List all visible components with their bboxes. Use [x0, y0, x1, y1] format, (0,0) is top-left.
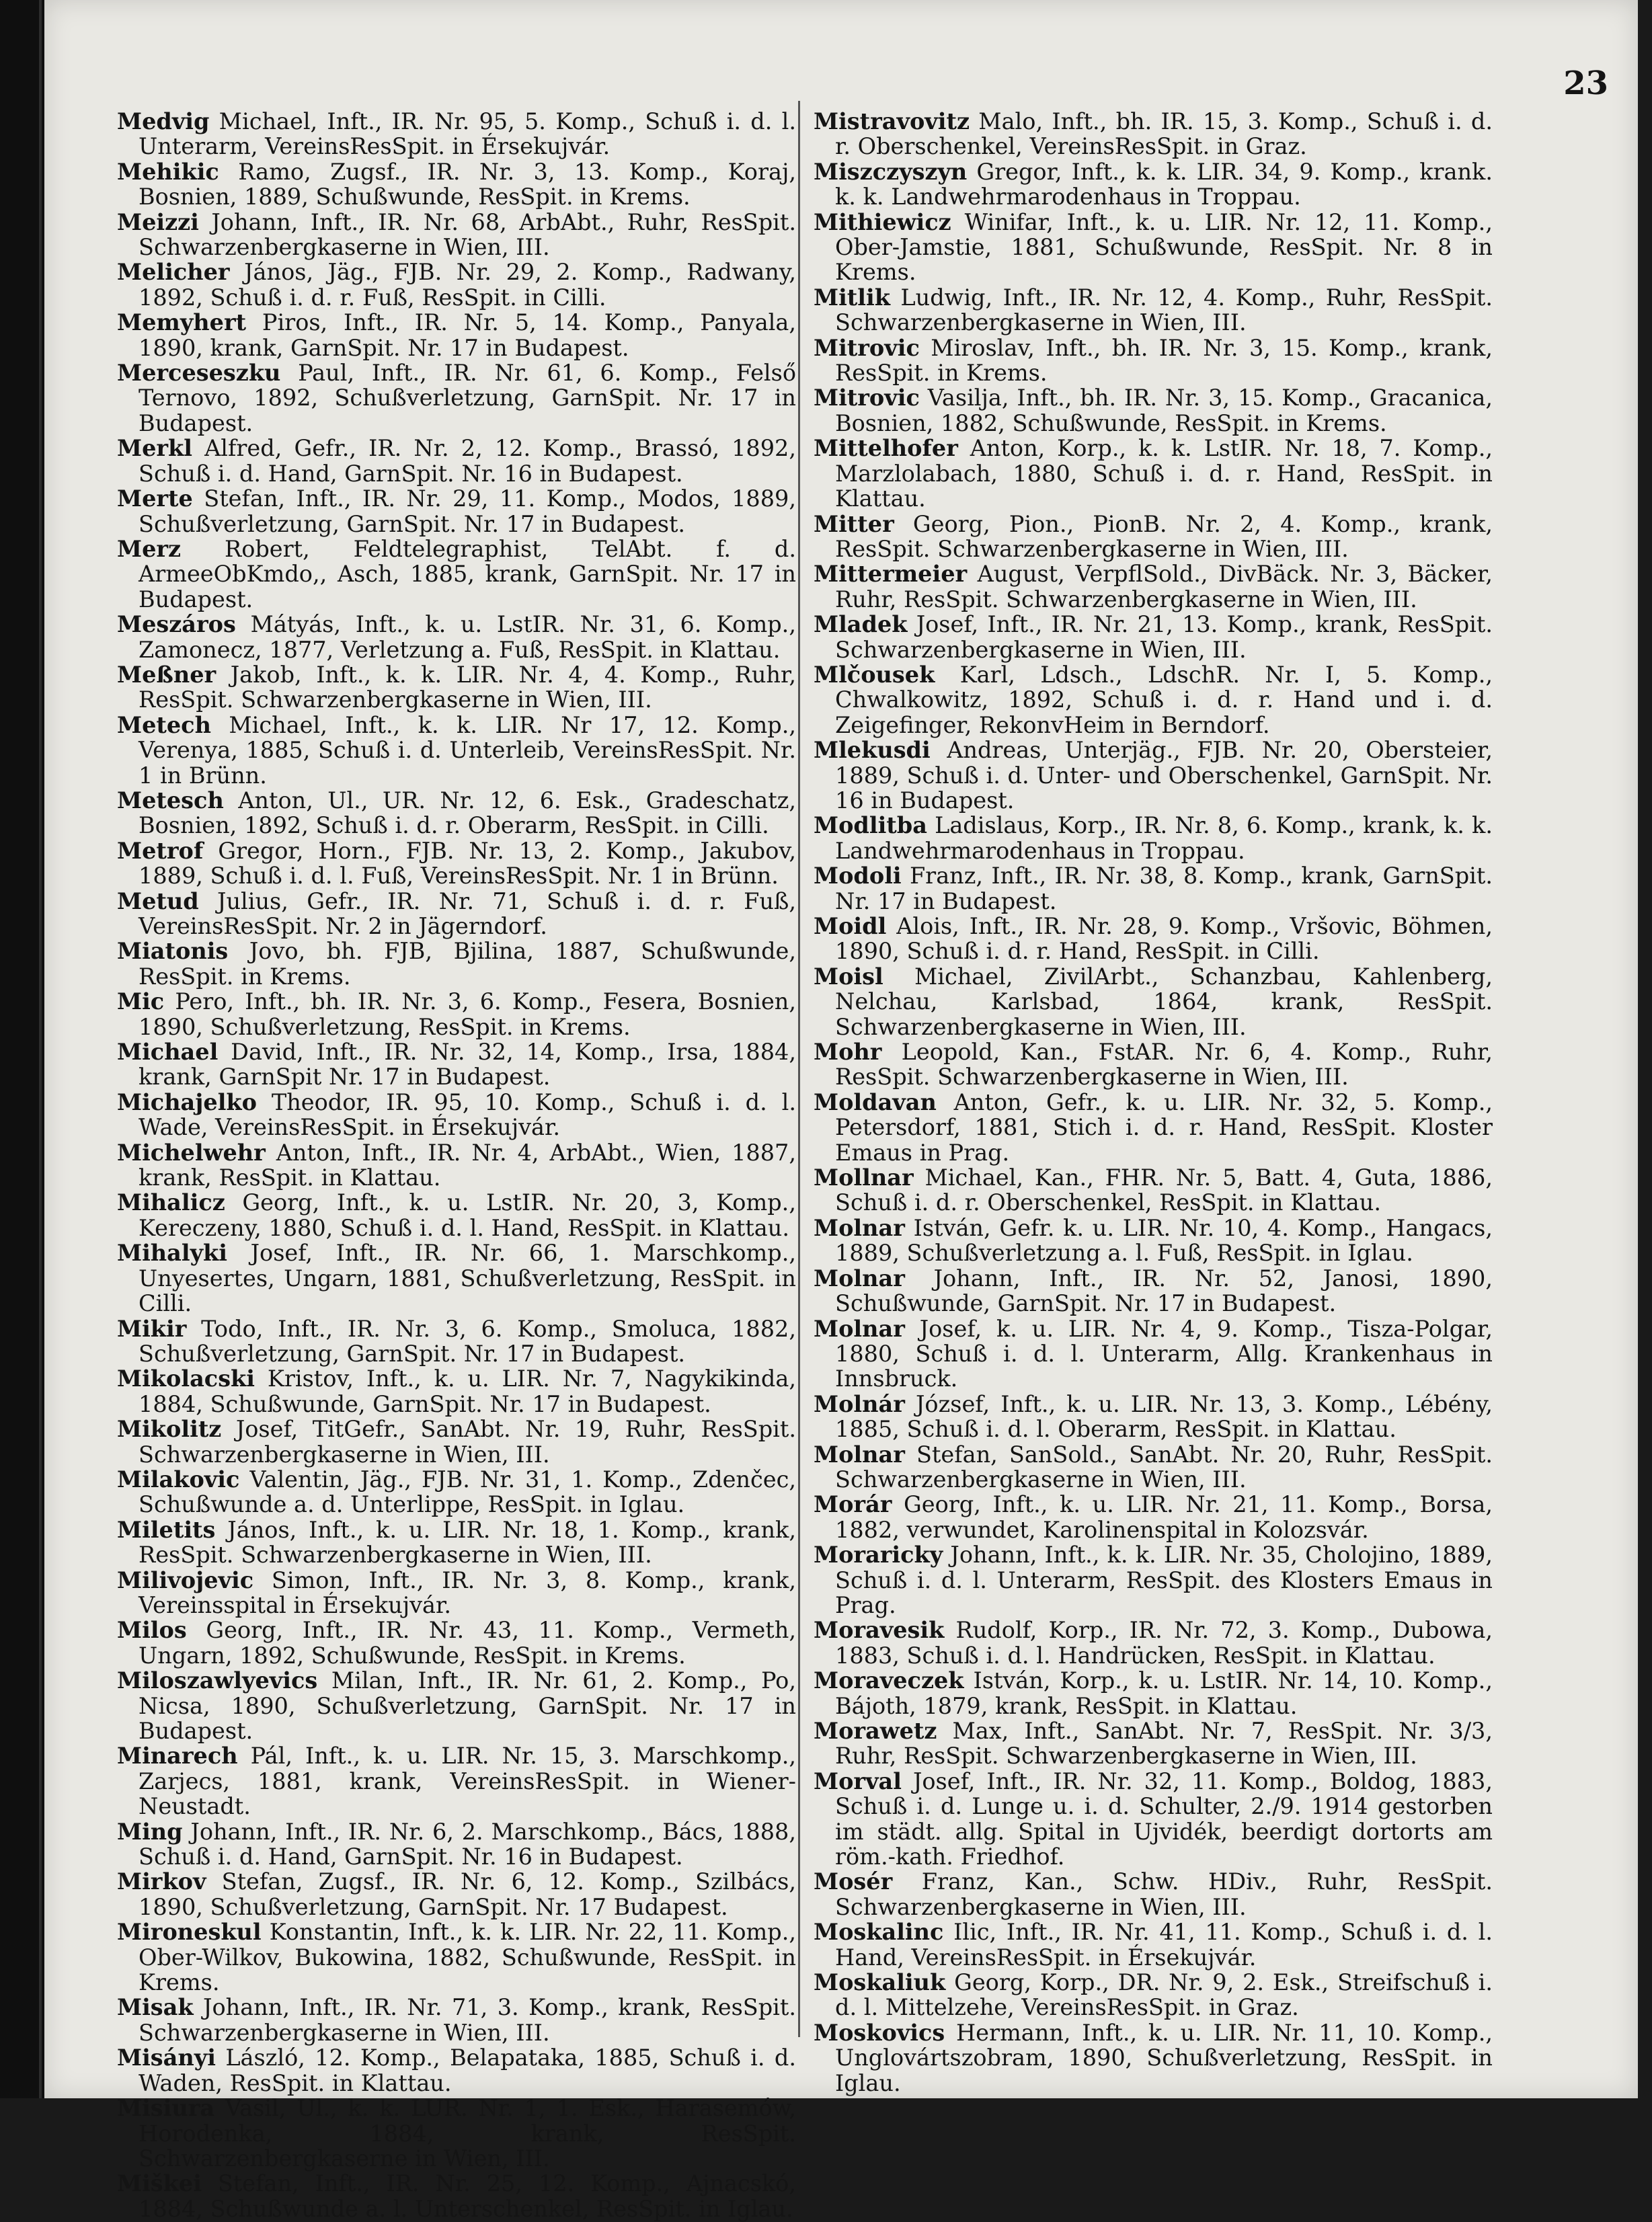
- entry-surname: Mitrovic: [814, 334, 920, 361]
- register-entry: [814, 210, 1493, 285]
- register-entry: [814, 109, 1493, 159]
- register-entry: [117, 1467, 796, 1517]
- entry-details: Alfred, Gefr., IR. Nr. 2, 12. Komp., Brassó, 1892, Schuß i. d. Hand, GarnSpit. Nr. 16 in Budapest.: [139, 435, 796, 487]
- entry-surname: Metrof: [117, 837, 204, 864]
- register-entry: [117, 1090, 796, 1140]
- register-entry: [117, 1819, 796, 1870]
- entry-surname: Mlčousek: [814, 661, 935, 688]
- entry-details: Michael, Kan., FHR. Nr. 5, Batt. 4, Guta, 1886, Schuß i. d. r. Oberschenkel, ResSpit. in Klattau.: [835, 1164, 1493, 1216]
- entry-details: Stefan, Inft., IR. Nr. 29, 11. Komp., Modos, 1889, Schußverletzung, GarnSpit. Nr. 17 in Budapest.: [139, 485, 796, 537]
- register-entry: [814, 612, 1493, 662]
- entry-details: Johann, Inft., IR. Nr. 6, 2. Marschkomp., Bács, 1888, Schuß i. d. Hand, GarnSpit. Nr. 16 in Budapest.: [139, 1818, 796, 1870]
- entry-details: Alois, Inft., IR. Nr. 28, 9. Komp., Vršovic, Böhmen, 1890, Schuß i. d. r. Hand, ResSpit. in Cilli.: [835, 913, 1493, 965]
- book-gutter: [0, 0, 44, 2098]
- register-entry: [117, 1743, 796, 1819]
- entry-details: Simon, Inft., IR. Nr. 3, 8. Komp., krank, Vereinsspital in Érsekujvár.: [139, 1566, 796, 1618]
- register-entry: [117, 612, 796, 662]
- entry-surname: Mollnar: [814, 1164, 914, 1191]
- register-entry: [117, 1517, 796, 1568]
- entry-surname: Metud: [117, 887, 199, 914]
- entry-surname: Merz: [117, 535, 182, 562]
- register-entry: [117, 2045, 796, 2096]
- register-entry: [814, 1718, 1493, 1769]
- entry-surname: Michael: [117, 1039, 219, 1066]
- register-entry: [814, 2020, 1493, 2096]
- entry-details: Max, Inft., SanAbt. Nr. 7, ResSpit. Nr. 3/3, Ruhr, ResSpit. Schwarzenbergkaserne in Wien, III.: [835, 1718, 1493, 1770]
- register-entry: [117, 1995, 796, 2045]
- entry-surname: Milivojevic: [117, 1566, 254, 1593]
- entry-details: August, VerpflSold., DivBäck. Nr. 3, Bäcker, Ruhr, ResSpit. Schwarzenbergkaserne in Wien, III.: [835, 561, 1493, 612]
- entry-surname: Mikir: [117, 1315, 187, 1342]
- entry-details: József, Inft., k. u. LIR. Nr. 13, 3. Komp., Lébény, 1885, Schuß i. d. l. Oberarm, ResSpit. in Klattau.: [835, 1390, 1493, 1443]
- register-entry: [814, 335, 1493, 386]
- entry-surname: Metech: [117, 711, 211, 738]
- entry-details: Anton, Inft., IR. Nr. 4, ArbAbt., Wien, 1887, krank, ResSpit. in Klattau.: [139, 1139, 796, 1191]
- entry-surname: Moskovics: [814, 2019, 945, 2046]
- register-entry: [814, 813, 1493, 863]
- entry-surname: Merte: [117, 485, 193, 512]
- entry-surname: Mikolacski: [117, 1365, 255, 1392]
- register-entry: [117, 989, 796, 1039]
- register-entry: [814, 1769, 1493, 1870]
- entry-details: Georg, Korp., DR. Nr. 9, 2. Esk., Streifschuß i. d. l. Mittelzehe, VereinsResSpit. in Graz.: [835, 1969, 1493, 2021]
- entry-details: Theodor, IR. 95, 10. Komp., Schuß i. d. l. Wade, VereinsResSpit. in Érsekujvár.: [139, 1088, 796, 1141]
- register-entry: [814, 512, 1493, 562]
- register-entry: [814, 436, 1493, 511]
- entry-details: Ladislaus, Korp., IR. Nr. 8, 6. Komp., krank, k. k. Landwehrmarodenhaus in Troppau.: [835, 812, 1493, 864]
- register-entry: [117, 662, 796, 713]
- entry-surname: Mehikic: [117, 158, 219, 185]
- entry-surname: Mitrovic: [814, 385, 920, 411]
- register-entry: [117, 838, 796, 889]
- entry-surname: Mittelhofer: [814, 435, 958, 462]
- entry-surname: Moidl: [814, 913, 887, 939]
- entry-details: Josef, Inft., IR. Nr. 66, 1. Marschkomp., Unyesertes, Ungarn, 1881, Schußverletzung, ResSpit. in Cilli.: [139, 1240, 796, 1317]
- entry-surname: Modlitba: [814, 812, 927, 839]
- register-entry: [117, 1039, 796, 1090]
- register-entry: [117, 210, 796, 260]
- entry-surname: Moskalinc: [814, 1919, 944, 1946]
- register-entry: [814, 1090, 1493, 1165]
- register-entry: [117, 1140, 796, 1191]
- register-entry: [117, 1316, 796, 1367]
- entry-surname: Molnár: [814, 1390, 905, 1417]
- entry-surname: Mittermeier: [814, 561, 968, 588]
- entry-surname: Moskaliuk: [814, 1969, 946, 1996]
- register-entry: [814, 1542, 1493, 1618]
- register-entry: [814, 561, 1493, 612]
- entry-details: Jovo, bh. FJB, Bjilina, 1887, Schußwunde, ResSpit. in Krems.: [139, 938, 796, 990]
- gutter-edge: [39, 0, 42, 2098]
- register-entry: [117, 537, 796, 612]
- entry-surname: Milos: [117, 1617, 187, 1644]
- entry-details: Mátyás, Inft., k. u. LstIR. Nr. 31, 6. Komp., Zamonecz, 1877, Verletzung a. Fuß, ResSpit. in Klattau.: [139, 611, 796, 663]
- entry-details: Gregor, Horn., FJB. Nr. 13, 2. Komp., Jakubov, 1889, Schuß i. d. l. Fuß, VereinsResSpit. Nr. 1 in Brünn.: [139, 837, 796, 889]
- entry-details: Hermann, Inft., k. u. LIR. Nr. 11, 10. Komp., Unglovártszobram, 1890, Schußverletzung, ResSpit. in Iglau.: [835, 2019, 1493, 2096]
- entry-surname: Moraricky: [814, 1542, 943, 1569]
- entry-details: Johann, Inft., IR. Nr. 71, 3. Komp., krank, ResSpit. Schwarzenbergkaserne in Wien, III.: [139, 1994, 796, 2046]
- entry-surname: Moraveczek: [814, 1667, 964, 1694]
- entry-details: István, Korp., k. u. LstIR. Nr. 14, 10. Komp., Bájoth, 1879, krank, ResSpit. in Klattau.: [835, 1667, 1493, 1719]
- register-entry: [117, 2096, 796, 2171]
- entry-surname: Miškei: [117, 2170, 202, 2197]
- entry-surname: Misiura: [117, 2095, 215, 2122]
- entry-surname: Mihalyki: [117, 1240, 227, 1267]
- entry-surname: Mladek: [814, 611, 908, 638]
- entry-details: Anton, Gefr., k. u. LIR. Nr. 32, 5. Komp., Petersdorf, 1881, Stich i. d. r. Hand, ResSpit. Kloster Emaus in Prag.: [835, 1088, 1493, 1166]
- register-entry: [814, 964, 1493, 1039]
- entry-surname: Mihalicz: [117, 1189, 225, 1216]
- entry-details: Anton, Ul., UR. Nr. 12, 6. Esk., Gradeschatz, Bosnien, 1892, Schuß i. d. r. Oberarm, ResSpit. in Cilli.: [139, 787, 796, 839]
- entry-surname: Moravesik: [814, 1617, 945, 1644]
- register-entry: [117, 2171, 796, 2221]
- entry-details: Josef, TitGefr., SanAbt. Nr. 19, Ruhr, ResSpit. Schwarzenbergkaserne in Wien, III.: [139, 1416, 796, 1468]
- entry-surname: Morval: [814, 1768, 902, 1794]
- entry-details: Vasil, Ul., k. k. LUR. Nr. 1, 1. Esk., Harasemów, Horodenka, 1884, krank, ResSpit. Schwarzenbergkaserne in Wien, III.: [139, 2095, 797, 2172]
- entry-surname: Morár: [814, 1491, 892, 1518]
- entry-surname: Modoli: [814, 863, 902, 889]
- entry-surname: Mistravovitz: [814, 108, 970, 134]
- register-entry: [814, 385, 1493, 436]
- entry-surname: Miloszawlyevics: [117, 1667, 318, 1694]
- register-entry: [117, 436, 796, 486]
- entry-surname: Michelwehr: [117, 1139, 266, 1166]
- entry-details: Ramo, Zugsf., IR. Nr. 3, 13. Komp., Koraj, Bosnien, 1889, Schußwunde, ResSpit. in Krems.: [139, 158, 796, 210]
- entry-details: Franz, Inft., IR. Nr. 38, 8. Komp., krank, GarnSpit. Nr. 17 in Budapest.: [835, 863, 1493, 914]
- entry-details: Milan, Inft., IR. Nr. 61, 2. Komp., Po, Nicsa, 1890, Schußverletzung, GarnSpit. Nr. 17 in Budapest.: [139, 1667, 796, 1744]
- entry-details: Ludwig, Inft., IR. Nr. 12, 4. Komp., Ruhr, ResSpit. Schwarzenbergkaserne in Wien, III.: [835, 284, 1493, 336]
- entry-surname: Mic: [117, 988, 165, 1015]
- register-entry: [117, 1618, 796, 1668]
- entry-details: Pál, Inft., k. u. LIR. Nr. 15, 3. Marschkomp., Zarjecs, 1881, krank, VereinsResSpit. in Wiener-Neustadt.: [139, 1743, 796, 1820]
- entry-surname: Mikolitz: [117, 1416, 222, 1443]
- entry-details: Piros, Inft., IR. Nr. 5, 14. Komp., Panyala, 1890, krank, GarnSpit. Nr. 17 in Budapest.: [139, 309, 797, 361]
- register-entry: [117, 1869, 796, 1919]
- register-entry: [117, 310, 796, 360]
- entry-surname: Mlekusdi: [814, 737, 931, 764]
- entry-details: István, Gefr. k. u. LIR. Nr. 10, 4. Komp., Hangacs, 1889, Schußverletzung a. l. Fuß, ResSpit. in Iglau.: [835, 1214, 1493, 1267]
- entry-details: Michael, Inft., IR. Nr. 95, 5. Komp., Schuß i. d. l. Unterarm, VereinsResSpit. in Érsekujvár.: [139, 108, 796, 160]
- entry-surname: Michajelko: [117, 1088, 257, 1115]
- entry-details: Stefan, SanSold., SanAbt. Nr. 20, Ruhr, ResSpit. Schwarzenbergkaserne in Wien, III.: [835, 1441, 1493, 1493]
- entry-details: Karl, Ldsch., LdschR. Nr. I, 5. Komp., Chwalkowitz, 1892, Schuß i. d. r. Hand und i. d. Zeigefinger, RekonvHeim in Berndorf.: [835, 661, 1493, 738]
- entry-details: David, Inft., IR. Nr. 32, 14, Komp., Irsa, 1884, krank, GarnSpit Nr. 17 in Budapest.: [139, 1039, 796, 1090]
- entry-details: Johann, Inft., k. k. LIR. Nr. 35, Cholojino, 1889, Schuß i. d. l. Unterarm, ResSpit. des Klosters Emaus in Prag.: [835, 1542, 1493, 1618]
- register-entry: [814, 1216, 1493, 1266]
- entry-surname: Mosér: [814, 1868, 893, 1895]
- entry-surname: Meßner: [117, 661, 217, 688]
- register-entry: [814, 1266, 1493, 1316]
- entry-details: Stefan, Inft., IR. Nr. 25, 12. Komp., Ajnacskó, 1884, Schußwunde a. l. Unterschenkel, ResSpit. in Iglau.: [139, 2170, 796, 2222]
- entry-surname: Morawetz: [814, 1718, 937, 1744]
- entry-details: Winifar, Inft., k. u. LIR. Nr. 12, 11. Komp., Ober-Jamstie, 1881, Schußwunde, ResSpit. Nr. 8 in Krems.: [835, 208, 1493, 286]
- entry-surname: Mitlik: [814, 284, 890, 311]
- entry-surname: Mithiewicz: [814, 208, 951, 235]
- entry-surname: Misányi: [117, 2045, 216, 2071]
- entry-surname: Merceseszku: [117, 360, 281, 387]
- entry-details: Franz, Kan., Schw. HDiv., Ruhr, ResSpit. Schwarzenbergkaserne in Wien, III.: [835, 1868, 1493, 1920]
- entry-details: Georg, Inft., k. u. LstIR. Nr. 20, 3, Komp., Kereczeny, 1880, Schuß i. d. l. Hand, ResSpit. in Klattau.: [139, 1189, 796, 1241]
- entry-details: Michael, ZivilArbt., Schanzbau, Kahlenberg, Nelchau, Karlsbad, 1864, krank, ResSpit. Schwarzenbergkaserne in Wien, III.: [835, 963, 1493, 1040]
- page-number: 23: [1563, 65, 1608, 102]
- entry-details: Jakob, Inft., k. k. LIR. Nr. 4, 4. Komp., Ruhr, ResSpit. Schwarzenbergkaserne in Wien, III.: [139, 661, 796, 713]
- register-entry: [814, 914, 1493, 964]
- entry-details: Gregor, Inft., k. k. LIR. 34, 9. Komp., krank. k. k. Landwehrmarodenhaus in Troppau.: [835, 158, 1493, 210]
- entry-surname: Mirkov: [117, 1868, 206, 1895]
- entry-surname: Miletits: [117, 1516, 216, 1543]
- entry-details: Todo, Inft., IR. Nr. 3, 6. Komp., Smoluca, 1882, Schußverletzung, GarnSpit. Nr. 17 in Budapest.: [139, 1315, 796, 1367]
- register-entry: [117, 1366, 796, 1417]
- entry-surname: Molnar: [814, 1214, 905, 1241]
- register-entry: [814, 1869, 1493, 1919]
- entry-details: Miroslav, Inft., bh. IR. Nr. 3, 15. Komp., krank, ResSpit. in Krems.: [835, 334, 1493, 387]
- register-entry: [814, 1442, 1493, 1493]
- entry-details: Josef, k. u. LIR. Nr. 4, 9. Komp., Tisza-Polgar, 1880, Schuß i. d. l. Unterarm, Allg. Krankenhaus in Innsbruck.: [835, 1315, 1493, 1392]
- register-entry: [117, 360, 796, 436]
- entry-details: Georg, Pion., PionB. Nr. 2, 4. Komp., krank, ResSpit. Schwarzenbergkaserne in Wien, III.: [835, 510, 1493, 562]
- entry-surname: Ming: [117, 1818, 183, 1845]
- entry-surname: Miatonis: [117, 938, 229, 965]
- entry-surname: Molnar: [814, 1315, 905, 1342]
- entry-details: Julius, Gefr., IR. Nr. 71, Schuß i. d. r. Fuß, VereinsResSpit. Nr. 2 in Jägerndorf.: [139, 887, 796, 939]
- register-entry: [814, 1165, 1493, 1216]
- entry-surname: Mironeskul: [117, 1919, 262, 1946]
- document-page: [44, 0, 1638, 2222]
- register-entry: [814, 738, 1493, 813]
- register-entry: [117, 1240, 796, 1316]
- entry-surname: Molnar: [814, 1265, 905, 1292]
- register-entry: [814, 1316, 1493, 1392]
- register-entry: [814, 662, 1493, 738]
- entry-details: Leopold, Kan., FstAR. Nr. 6, 4. Komp., Ruhr, ResSpit. Schwarzenbergkaserne in Wien, III.: [835, 1039, 1493, 1090]
- register-entry: [117, 260, 796, 310]
- register-entry: [117, 159, 796, 210]
- entry-surname: Meszáros: [117, 611, 236, 638]
- entry-details: Rudolf, Korp., IR. Nr. 72, 3. Komp., Dubowa, 1883, Schuß i. d. l. Handrücken, ResSpit. in Klattau.: [835, 1617, 1493, 1669]
- left-column: [117, 109, 796, 2221]
- entry-details: László, 12. Komp., Belapataka, 1885, Schuß i. d. Waden, ResSpit. in Klattau.: [139, 2045, 797, 2096]
- register-entry: [814, 1492, 1493, 1542]
- register-entry: [117, 1417, 796, 1467]
- entry-surname: Minarech: [117, 1743, 238, 1770]
- entry-details: Josef, Inft., IR. Nr. 21, 13. Komp., krank, ResSpit. Schwarzenbergkaserne in Wien, III.: [835, 611, 1493, 663]
- entry-details: János, Inft., k. u. LIR. Nr. 18, 1. Komp., krank, ResSpit. Schwarzenbergkaserne in Wien, III.: [139, 1516, 796, 1569]
- entry-surname: Memyhert: [117, 309, 247, 336]
- entry-surname: Miszczyszyn: [814, 158, 968, 185]
- entry-details: Malo, Inft., bh. IR. 15, 3. Komp., Schuß i. d. r. Oberschenkel, VereinsResSpit. in Graz.: [835, 108, 1493, 160]
- entry-details: Michael, Inft., k. k. LIR. Nr 17, 12. Komp., Verenya, 1885, Schuß i. d. Unterleib, VereinsResSpit. Nr. 1 in Brünn.: [139, 711, 796, 789]
- entry-surname: Misak: [117, 1994, 194, 2021]
- register-entry: [814, 285, 1493, 335]
- entry-details: Kristov, Inft., k. u. LIR. Nr. 7, Nagykikinda, 1884, Schußwunde, GarnSpit. Nr. 17 in Budapest.: [139, 1365, 796, 1417]
- entry-details: Johann, Inft., IR. Nr. 68, ArbAbt., Ruhr, ResSpit. Schwarzenbergkaserne in Wien, III.: [139, 208, 796, 261]
- entry-surname: Medvig: [117, 108, 210, 134]
- entry-details: Valentin, Jäg., FJB. Nr. 31, 1. Komp., Zdenčec, Schußwunde a. d. Unterlippe, ResSpit. in Iglau.: [139, 1466, 796, 1518]
- entry-details: János, Jäg., FJB. Nr. 29, 2. Komp., Radwany, 1892, Schuß i. d. r. Fuß, ResSpit. in Cilli.: [139, 259, 796, 311]
- entry-details: Robert, Feldtelegraphist, TelAbt. f. d. ArmeeObKmdo,, Asch, 1885, krank, GarnSpit. Nr. 17 in Budapest.: [139, 535, 796, 612]
- register-entry: [117, 486, 796, 537]
- entry-details: Paul, Inft., IR. Nr. 61, 6. Komp., Felső Ternovo, 1892, Schußverletzung, GarnSpit. Nr. 17 in Budapest.: [139, 360, 796, 436]
- entry-details: Johann, Inft., IR. Nr. 52, Janosi, 1890, Schußwunde, GarnSpit. Nr. 17 in Budapest.: [835, 1265, 1493, 1317]
- register-entry: [117, 109, 796, 159]
- entry-details: Pero, Inft., bh. IR. Nr. 3, 6. Komp., Fesera, Bosnien, 1890, Schußverletzung, ResSpit. in Krems.: [139, 988, 796, 1040]
- right-column: [814, 109, 1493, 2096]
- register-entry: [814, 1970, 1493, 2020]
- entry-surname: Meizzi: [117, 208, 199, 235]
- entry-surname: Moisl: [814, 963, 883, 990]
- register-entry: [814, 1392, 1493, 1442]
- register-entry: [117, 713, 796, 788]
- entry-details: Georg, Inft., IR. Nr. 43, 11. Komp., Vermeth, Ungarn, 1892, Schußwunde, ResSpit. in Krems.: [139, 1617, 796, 1669]
- entry-details: Georg, Inft., k. u. LIR. Nr. 21, 11. Komp., Borsa, 1882, verwundet, Karolinenspital in Kolozsvár.: [835, 1491, 1493, 1543]
- entry-details: Josef, Inft., IR. Nr. 32, 11. Komp., Boldog, 1883, Schuß i. d. Lunge u. i. d. Schulter, 2./9. 1914 gestorben im städt. allg. Spital in Ujvidék, beerdigt dortorts am röm.-kath. Friedhof.: [835, 1768, 1493, 1870]
- register-entry: [117, 1919, 796, 1995]
- entry-surname: Moldavan: [814, 1088, 937, 1115]
- entry-surname: Milakovic: [117, 1466, 240, 1493]
- register-entry: [814, 1919, 1493, 1970]
- register-entry: [814, 1039, 1493, 1090]
- entry-surname: Molnar: [814, 1441, 905, 1468]
- entry-surname: Mohr: [814, 1039, 882, 1066]
- register-entry: [814, 1618, 1493, 1668]
- register-entry: [117, 889, 796, 939]
- register-entry: [814, 159, 1493, 210]
- entry-details: Andreas, Unterjäg., FJB. Nr. 20, Obersteier, 1889, Schuß i. d. Unter- und Oberschenkel, GarnSpit. Nr. 16 in Budapest.: [835, 737, 1493, 814]
- entry-details: Konstantin, Inft., k. k. LIR. Nr. 22, 11. Komp., Ober-Wilkov, Bukowina, 1882, Schußwunde, ResSpit. in Krems.: [139, 1919, 797, 1996]
- entry-details: Ilic, Inft., IR. Nr. 41, 11. Komp., Schuß i. d. l. Hand, VereinsResSpit. in Érsekujvár.: [835, 1919, 1493, 1971]
- entry-surname: Metesch: [117, 787, 224, 814]
- register-entry: [814, 1668, 1493, 1718]
- column-divider: [798, 101, 800, 2037]
- register-entry: [117, 1668, 796, 1743]
- entry-surname: Merkl: [117, 435, 192, 462]
- register-entry: [117, 1190, 796, 1240]
- register-entry: [117, 1568, 796, 1618]
- entry-details: Vasilja, Inft., bh. IR. Nr. 3, 15. Komp., Gracanica, Bosnien, 1882, Schußwunde, ResSpit. in Krems.: [835, 385, 1493, 436]
- register-entry: [814, 863, 1493, 914]
- entry-details: Stefan, Zugsf., IR. Nr. 6, 12. Komp., Szilbács, 1890, Schußverletzung, GarnSpit. Nr. 17 Budapest.: [139, 1868, 796, 1920]
- entry-surname: Melicher: [117, 259, 230, 286]
- register-entry: [117, 939, 796, 989]
- entry-details: Anton, Korp., k. k. LstIR. Nr. 18, 7. Komp., Marzlolabach, 1880, Schuß i. d. r. Hand, ResSpit. in Klattau.: [835, 435, 1493, 512]
- entry-surname: Mitter: [814, 510, 894, 537]
- register-entry: [117, 788, 796, 838]
